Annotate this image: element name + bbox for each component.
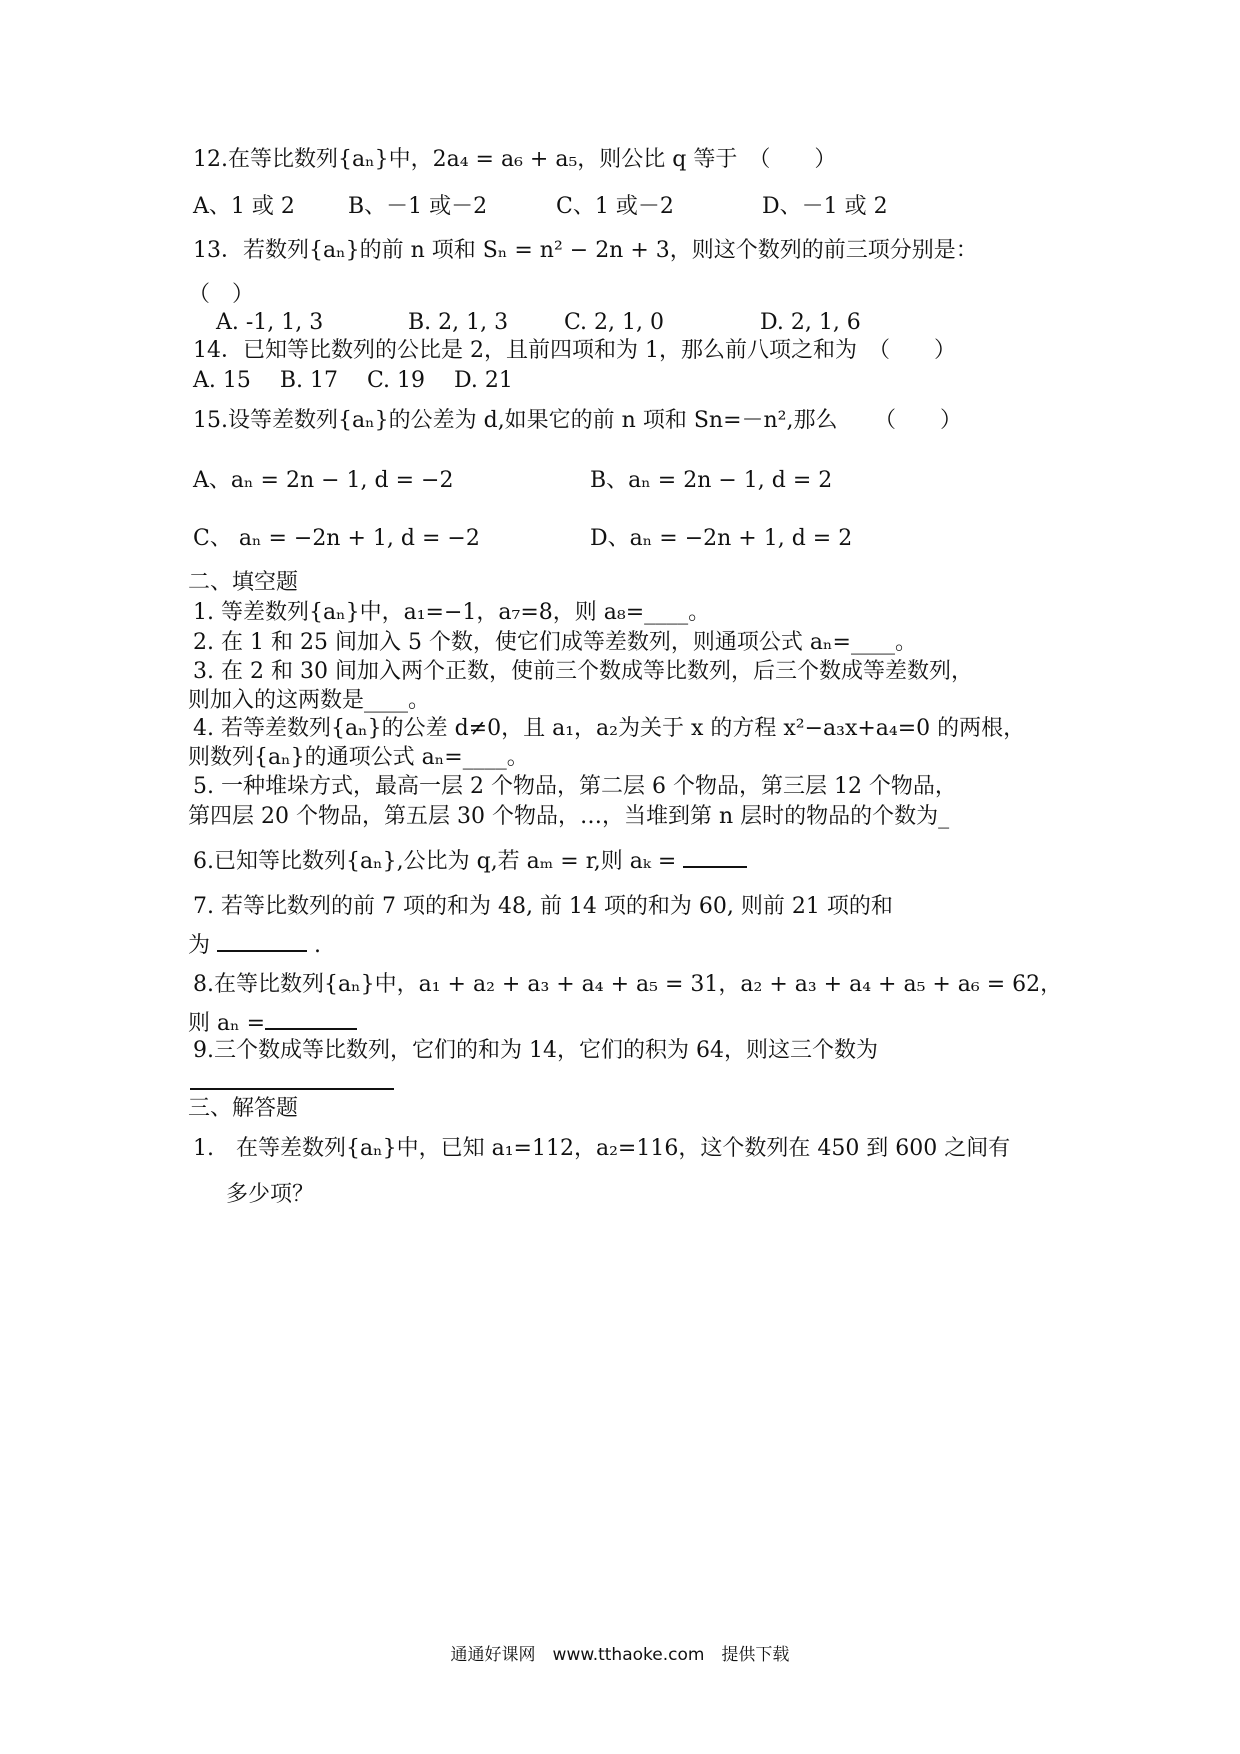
question-15: 15.设等差数列{aₙ}的公差为 d,如果它的前 n 项和 Sn=－n²,那么 [193, 408, 838, 433]
fill-4-line2: 则数列{aₙ}的通项公式 aₙ=____。 [188, 745, 529, 770]
q15-paren: （ ） [874, 408, 963, 433]
fill-6: 6.已知等比数列{aₙ},公比为 q,若 aₘ = r,则 aₖ = [193, 844, 747, 877]
fill-8-line1: 8.在等比数列{aₙ}中，a₁ + a₂ + a₃ + a₄ + a₅ = 31，a₂ + a₃ + a₄ + a₅ + a₆ = 62， [193, 972, 1063, 997]
q15-option-c: C、 aₙ = −2n + 1, d = −2 [193, 526, 480, 551]
q15-option-b: B、aₙ = 2n − 1, d = 2 [590, 468, 833, 493]
answer-blank [265, 1006, 357, 1030]
fill-3-line2: 则加入的这两数是____。 [188, 688, 431, 713]
fill-9-blank [190, 1088, 394, 1090]
q15-option-a: A、aₙ = 2n − 1, d = −2 [193, 468, 454, 493]
fill-2: 2. 在 1 和 25 间加入 5 个数，使它们成等差数列，则通项公式 aₙ=____。 [193, 630, 917, 655]
q13-paren: （ ） [188, 282, 255, 307]
q13-option-b: B. 2, 1, 3 [408, 310, 509, 335]
fill-5-line1: 5. 一种堆垛方式，最高一层 2 个物品，第二层 6 个物品，第三层 12 个物品， [193, 774, 957, 799]
question-13: 13．若数列{aₙ}的前 n 项和 Sₙ = n² − 2n + 3，则这个数列的前三项分别是： [193, 238, 978, 263]
q15-option-d: D、aₙ = −2n + 1, d = 2 [590, 526, 853, 551]
fill-7-line2: 为 . [188, 928, 321, 961]
fill-9: 9.三个数成等比数列，它们的和为 14，它们的积为 64，则这三个数为 [193, 1038, 878, 1063]
q13-option-a: A. -1, 1, 3 [216, 310, 324, 335]
fill-1: 1. 等差数列{aₙ}中，a₁=−1，a₇=8，则 a₈=____。 [193, 600, 711, 625]
section-fill-in-heading: 二、填空题 [188, 570, 299, 595]
q12-option-a: A、1 或 2 [193, 194, 295, 219]
fill-3-line1: 3. 在 2 和 30 间加入两个正数，使前三个数成等比数列，后三个数成等差数列， [193, 659, 973, 684]
q13-option-d: D. 2, 1, 6 [760, 310, 861, 335]
solve-1-line2: 多少项？ [226, 1182, 315, 1207]
fill-5-line2: 第四层 20 个物品，第五层 30 个物品，…，当堆到第 n 层时的物品的个数为_ [188, 804, 950, 829]
fill-4-line1: 4. 若等差数列{aₙ}的公差 d≠0，且 a₁，a₂为关于 x 的方程 x²−a₃x+a₄=0 的两根， [193, 716, 1026, 741]
fill-7-line1: 7. 若等比数列的前 7 项的和为 48, 前 14 项的和为 60, 则前 21 项的和 [193, 894, 893, 919]
question-12: 12.在等比数列{aₙ}中，2a₄ = a₆ + a₅，则公比 q 等于 （ ） [193, 147, 837, 172]
section-solve-heading: 三、解答题 [188, 1096, 299, 1121]
footer-credit: 通通好课网 www.tthaoke.com 提供下载 [450, 1645, 790, 1665]
fill-8-line2: 则 aₙ = [188, 1006, 357, 1039]
answer-blank [217, 928, 307, 952]
q13-option-c: C. 2, 1, 0 [564, 310, 664, 335]
q12-option-b: B、－1 或－2 [348, 194, 488, 219]
answer-blank [683, 844, 747, 868]
solve-1-line1: 1. 在等差数列{aₙ}中，已知 a₁=112，a₂=116，这个数列在 450 到 600 之间有 [193, 1136, 1011, 1161]
question-14: 14．已知等比数列的公比是 2，且前四项和为 1，那么前八项之和为 （ ） [193, 338, 956, 363]
q12-option-d: D、－1 或 2 [762, 194, 888, 219]
q14-options: A. 15 B. 17 C. 19 D. 21 [193, 368, 513, 393]
q12-option-c: C、1 或－2 [556, 194, 674, 219]
